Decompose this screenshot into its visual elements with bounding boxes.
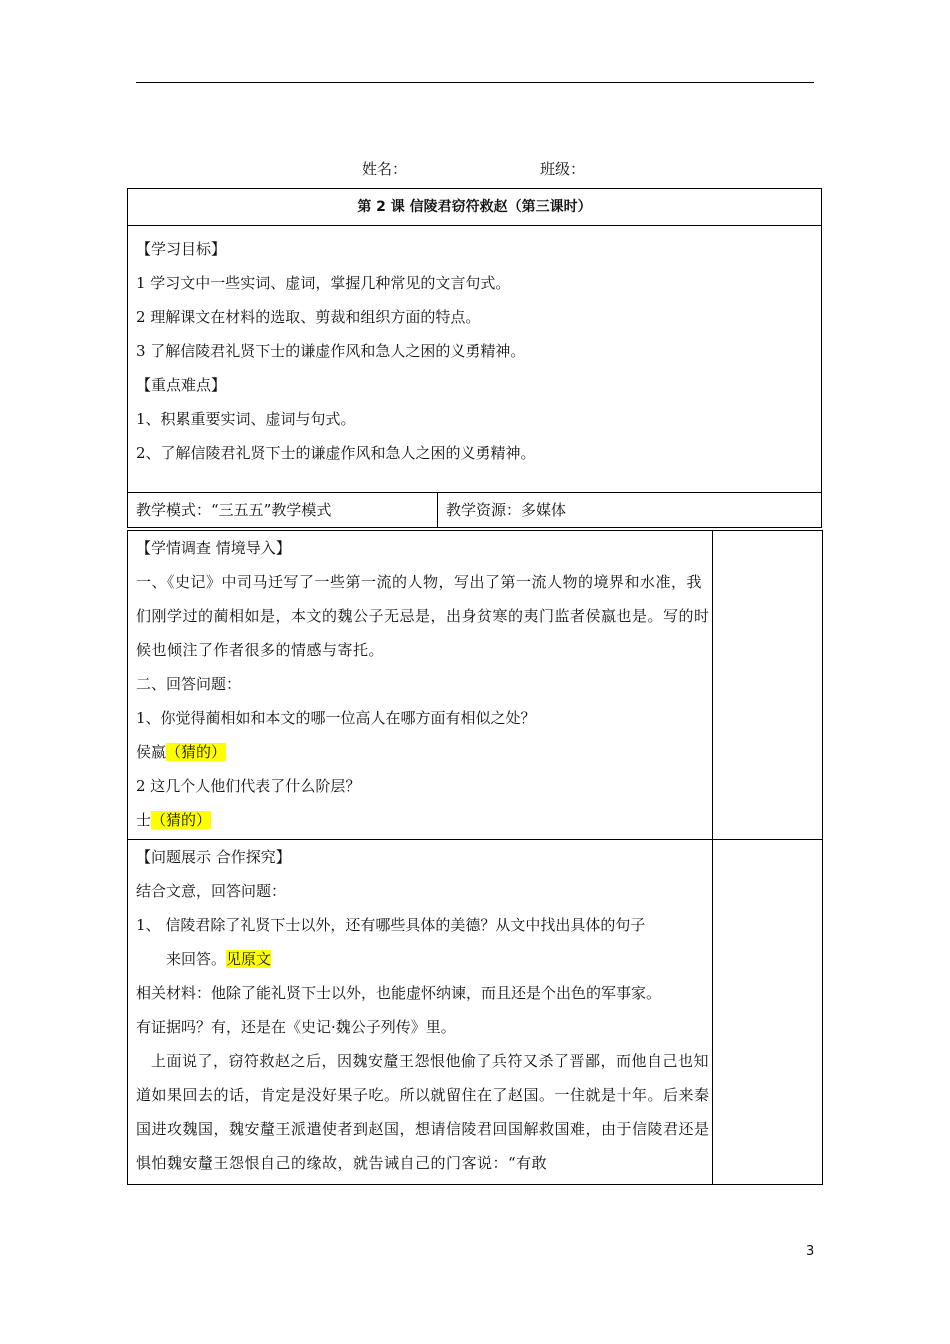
answer-2: [136, 803, 712, 837]
notes-column: [713, 840, 823, 1185]
focus-heading: 【重点难点】: [136, 376, 227, 394]
question-number: 1、: [136, 916, 161, 934]
question-2: 2 这几个人他们代表了什么阶层？: [136, 777, 361, 795]
inquiry-question-1-cont: [136, 942, 712, 976]
teaching-mode: 教学模式：“三五五”教学模式: [128, 493, 438, 528]
goal-item: 2 理解课文在材料的选取、剪裁和组织方面的特点。: [136, 308, 481, 326]
header-rule: [136, 82, 814, 83]
inquiry-intro: 结合文意，回答问题：: [136, 882, 287, 900]
page-number: 3: [806, 1244, 815, 1259]
goals-cell: [128, 226, 822, 493]
survey-section: [128, 531, 713, 840]
focus-item: 2、了解信陵君礼贤下士的谦虚作风和急人之困的义勇精神。: [136, 444, 536, 462]
lesson-title: 第 2 课 信陵君窃符救赵（第三课时）: [128, 189, 822, 226]
survey-heading: 【学情调查 情境导入】: [136, 539, 291, 557]
question-text: 信陵君除了礼贤下士以外，还有哪些具体的美德？从文中找出具体的句子: [165, 916, 646, 934]
teaching-resource: 教学资源：多媒体: [438, 493, 822, 528]
student-info: [0, 158, 950, 182]
name-label: 姓名：: [362, 160, 408, 178]
notes-column: [713, 531, 823, 840]
lesson-body-table: [127, 530, 823, 1185]
answer-1: [136, 735, 712, 769]
answer-1-note: （猜的）: [166, 743, 227, 761]
answer-2-note: （猜的）: [151, 811, 212, 829]
inquiry-heading: 【问题展示 合作探究】: [136, 848, 291, 866]
questions-heading: 二、回答问题：: [136, 675, 242, 693]
question-answer: 见原文: [226, 950, 272, 968]
question-text-cont: 来回答。: [166, 950, 227, 968]
lesson-info-table: [127, 188, 822, 528]
inquiry-question-1: [136, 908, 712, 942]
story-paragraph: 上面说了，窃符救赵之后，因魏安釐王怨恨他偷了兵符又杀了晋鄙，而他自己也知道如果回去的话，肯定是没好果子吃。所以就留住在了赵国。一住就是十年。后来秦国进攻魏国，魏安釐王派遣使者到赵国，想请信陵君回国解救国难，由于信陵君还是惧怕魏安釐王怨恨自己的缘故，就告诫自己的门客说：“有敢: [136, 1052, 710, 1172]
class-label: 班级：: [540, 160, 586, 178]
goal-item: 1 学习文中一些实词、虚词，掌握几种常见的文言句式。: [136, 274, 511, 292]
inquiry-section: [128, 840, 713, 1185]
question-1: 1、你觉得蔺相如和本文的哪一位高人在哪方面有相似之处？: [136, 709, 536, 727]
focus-item: 1、积累重要实词、虚词与句式。: [136, 410, 356, 428]
goal-item: 3 了解信陵君礼贤下士的谦虚作风和急人之困的义勇精神。: [136, 342, 526, 360]
related-material: 相关材料：他除了能礼贤下士以外，也能虚怀纳谏，而且还是个出色的军事家。: [136, 984, 662, 1002]
answer-2-text: 士: [136, 811, 152, 829]
answer-1-text: 侯嬴: [136, 743, 167, 761]
goals-heading: 【学习目标】: [136, 240, 227, 258]
survey-paragraph: 一、《史记》中司马迁写了一些第一流的人物，写出了第一流人物的境界和水准，我们刚学过的蔺相如是，本文的魏公子无忌是，出身贫寒的夷门监者侯嬴也是。写的时候也倾注了作者很多的情感与寄托。: [136, 573, 710, 659]
evidence-line: 有证据吗？有，还是在《史记·魏公子列传》里。: [136, 1018, 456, 1036]
